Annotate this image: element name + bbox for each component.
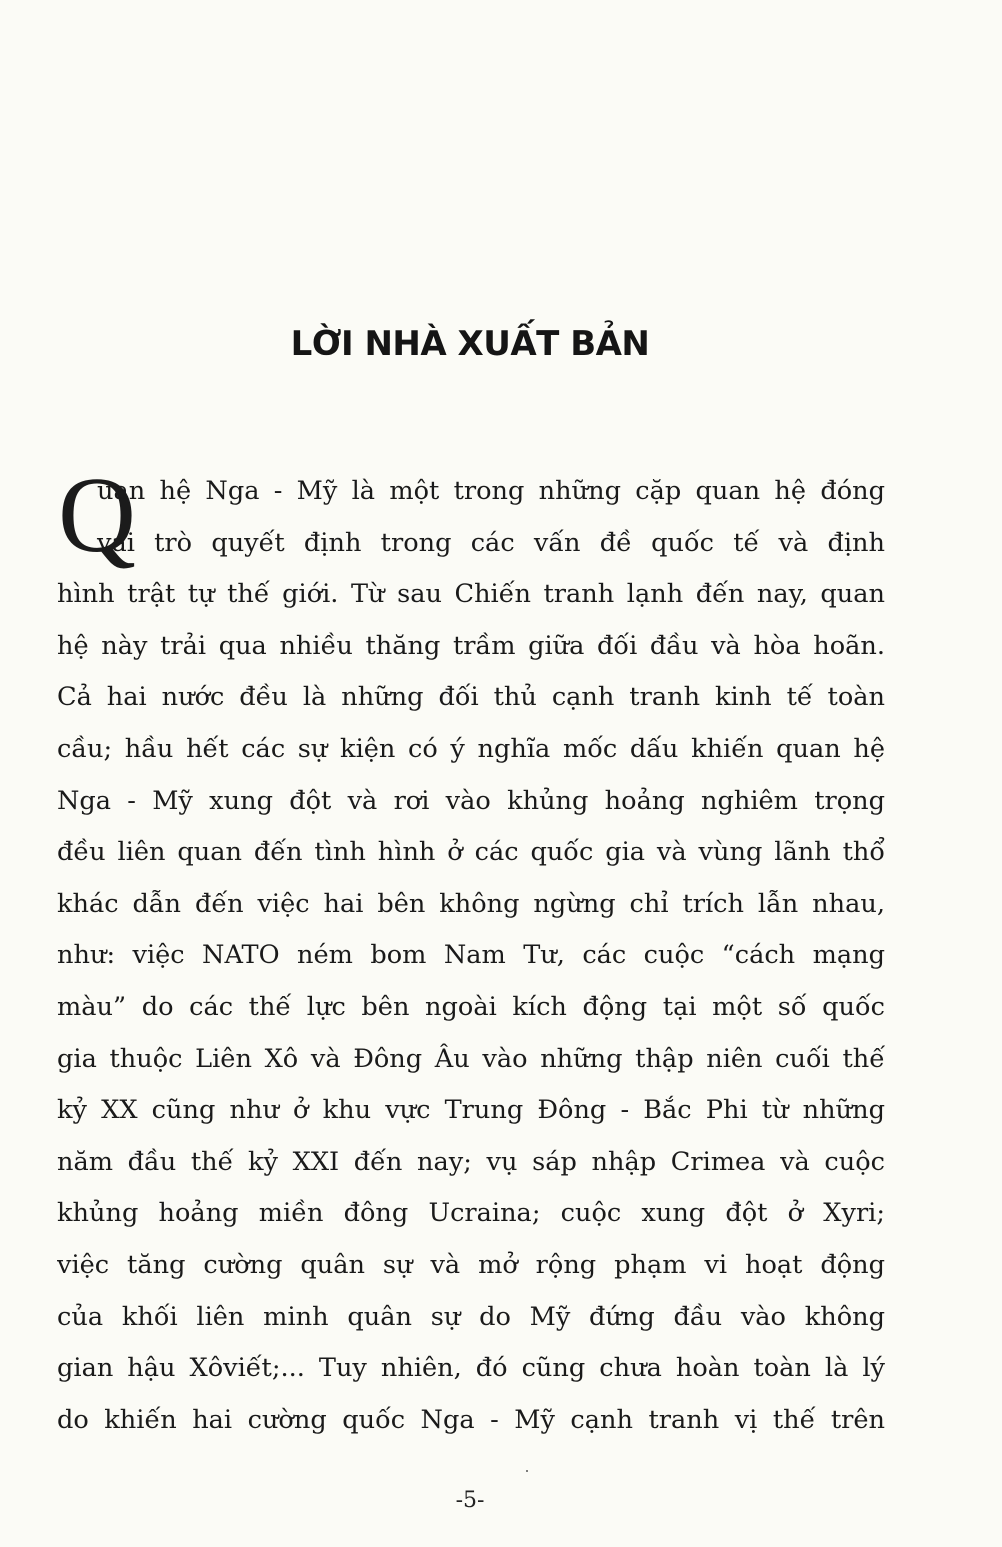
text-line: do khiến hai cường quốc Nga - Mỹ cạnh tranh vị thế trên (57, 1404, 885, 1435)
page-title: LỜI NHÀ XUẤT BẢN (290, 324, 650, 364)
text-line: khủng hoảng miền đông Ucraina; cuộc xung đột ở Xyri; (57, 1198, 885, 1229)
text-line: hệ này trải qua nhiều thăng trầm giữa đối đầu và hòa hoãn. (57, 630, 885, 661)
text-line: của khối liên minh quân sự do Mỹ đứng đầu vào không (57, 1301, 885, 1332)
text-line: khác dẫn đến việc hai bên không ngừng chỉ trích lẫn nhau, (57, 888, 885, 919)
text-line: uan hệ Nga - Mỹ là một trong những cặp quan hệ đóng (97, 476, 885, 506)
page-number: -5- (455, 1488, 485, 1513)
text-line: màu” do các thế lực bên ngoài kích động tại một số quốc (57, 991, 885, 1022)
text-line: đều liên quan đến tình hình ở các quốc gia và vùng lãnh thổ (57, 837, 885, 868)
text-line: năm đầu thế kỷ XXI đến nay; vụ sáp nhập Crimea và cuộc (57, 1146, 885, 1177)
text-line: Cả hai nước đều là những đối thủ cạnh tranh kinh tế toàn (57, 682, 885, 713)
text-line: gia thuộc Liên Xô và Đông Âu vào những thập niên cuối thế (57, 1043, 885, 1074)
text-line: như: việc NATO ném bom Nam Tư, các cuộc “cách mạng (57, 940, 885, 971)
text-line: cầu; hầu hết các sự kiện có ý nghĩa mốc dấu khiến quan hệ (57, 733, 885, 764)
drop-cap: Q (58, 456, 136, 575)
ink-speck (526, 1470, 528, 1472)
body-paragraph (57, 456, 885, 1446)
text-line: gian hậu Xôviết;... Tuy nhiên, đó cũng chưa hoàn toàn là lý (57, 1353, 885, 1384)
text-line: vai trò quyết định trong các vấn đề quốc tế và định (97, 527, 885, 558)
text-line: kỷ XX cũng như ở khu vực Trung Đông - Bắc Phi từ những (57, 1095, 885, 1126)
text-line: hình trật tự thế giới. Từ sau Chiến tranh lạnh đến nay, quan (57, 579, 885, 610)
text-line: việc tăng cường quân sự và mở rộng phạm vi hoạt động (57, 1249, 885, 1280)
text-line: Nga - Mỹ xung đột và rơi vào khủng hoảng nghiêm trọng (57, 785, 885, 816)
